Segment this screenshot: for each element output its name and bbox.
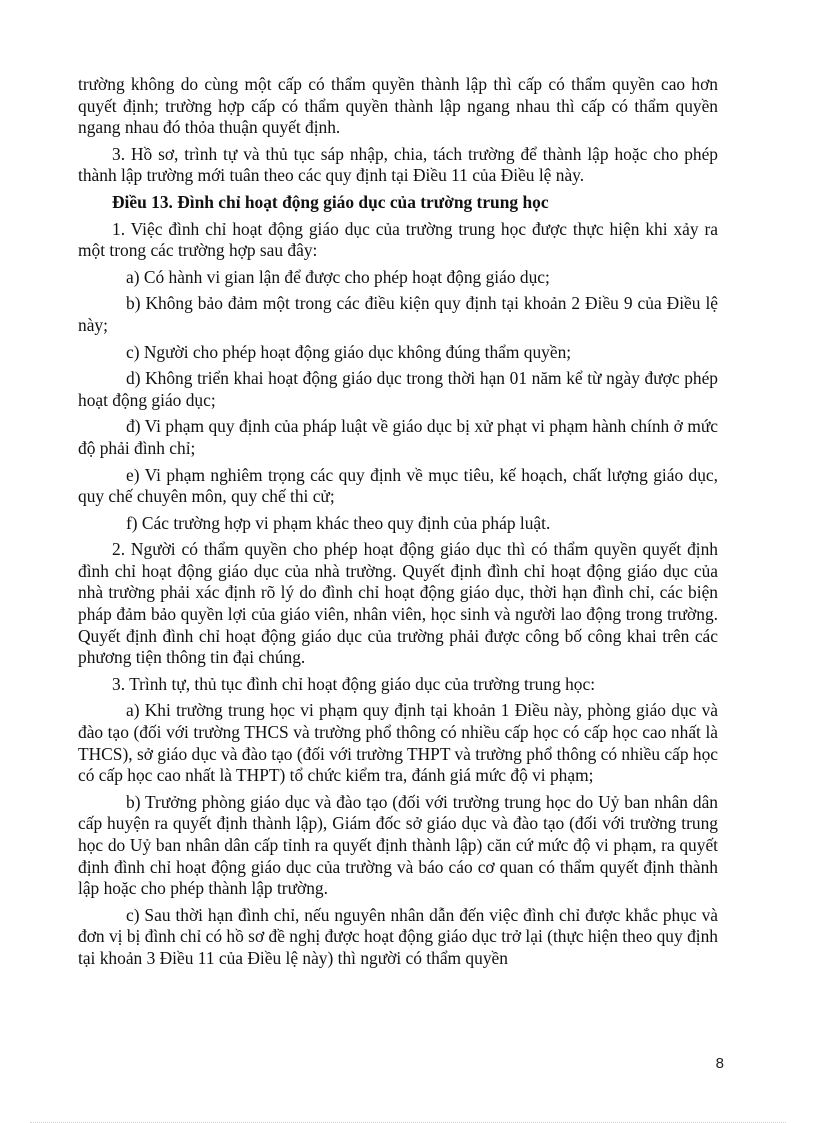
paragraph-clause-3-merger: 3. Hồ sơ, trình tự và thủ tục sáp nhập, chia, tách trường để thành lập hoặc cho phép thành lập trường mới tuân theo các quy định tại Điều 11 của Điều lệ này. [78,143,718,186]
paragraph-clause-1: 1. Việc đình chỉ hoạt động giáo dục của trường trung học được thực hiện khi xảy ra một trong các trường hợp sau đây: [78,218,718,261]
list-item-f: f) Các trường hợp vi phạm khác theo quy định của pháp luật. [126,512,551,533]
list-item-a: a) Có hành vi gian lận để được cho phép hoạt động giáo dục; [126,266,550,287]
procedure-item-a: a) Khi trường trung học vi phạm quy định tại khoản 1 Điều này, phòng giáo dục và đào tạo (đối với trường THCS và trường phổ thông có nhiều cấp học có cấp học cao nhất là THCS), sở giáo dục và đào tạo (đối với trường THPT và trường phổ thông có nhiều cấp học có cấp học cao nhất là THPT) tổ chức kiểm tra, đánh giá mức độ vi phạm; [78,700,718,786]
procedure-item-c: c) Sau thời hạn đình chỉ, nếu nguyên nhân dẫn đến việc đình chỉ được khắc phục và đơn vị bị đình chỉ có hồ sơ đề nghị được hoạt động giáo dục trở lại (thực hiện theo quy định tại khoản 3 Điều 11 của Điều lệ này) thì người có thẩm quyền [78,904,718,968]
list-item-e: e) Vi phạm nghiêm trọng các quy định về mục tiêu, kế hoạch, chất lượng giáo dục, quy chế chuyên môn, quy chế thi cử; [78,464,718,507]
document-body [78,74,718,975]
list-item-b: b) Không bảo đảm một trong các điều kiện quy định tại khoản 2 Điều 9 của Điều lệ này; [78,293,718,335]
list-item-d: d) Không triển khai hoạt động giáo dục trong thời hạn 01 năm kể từ ngày được phép hoạt động giáo dục; [78,368,718,410]
paragraph-clause-3-procedure: 3. Trình tự, thủ tục đình chỉ hoạt động giáo dục của trường trung học: [112,673,596,694]
procedure-item-b: b) Trưởng phòng giáo dục và đào tạo (đối với trường trung học do Uỷ ban nhân dân cấp huyện ra quyết định thành lập), Giám đốc sở giáo dục và đào tạo (đối với trường trung học do Uỷ ban nhân dân cấp tỉnh ra quyết định thành lập) căn cứ mức độ vi phạm, ra quyết định đình chỉ hoạt động giáo dục của trường và báo cáo cơ quan có thẩm quyết định thành lập hoặc cho phép thành lập trường. [78,791,718,899]
article-13-heading: Điều 13. Đình chỉ hoạt động giáo dục của trường trung học [112,191,549,212]
list-item-c: c) Người cho phép hoạt động giáo dục không đúng thẩm quyền; [126,341,572,362]
paragraph-continuation: trường không do cùng một cấp có thẩm quyền thành lập thì cấp có thẩm quyền cao hơn quyết định; trường hợp cấp có thẩm quyền thành lập ngang nhau thì cấp có thẩm quyền ngang nhau đó thỏa thuận quyết định. [78,74,718,138]
list-item-dd: đ) Vi phạm quy định của pháp luật về giáo dục bị xử phạt vi phạm hành chính ở mức độ phải đình chỉ; [78,416,718,458]
page-number: 8 [715,1055,724,1072]
paragraph-clause-2: 2. Người có thẩm quyền cho phép hoạt động giáo dục thì có thẩm quyền quyết định đình chỉ hoạt động giáo dục của nhà trường. Quyết định đình chỉ hoạt động giáo dục của nhà trường phải xác định rõ lý do đình chỉ hoạt động giáo dục, thời hạn đình chỉ, các biện pháp đảm bảo quyền lợi của giáo viên, nhân viên, học sinh và người lao động trong trường. Quyết định đình chỉ hoạt động giáo dục của trường phải được công bố công khai trên các phương tiện thông tin đại chúng. [78,539,718,668]
